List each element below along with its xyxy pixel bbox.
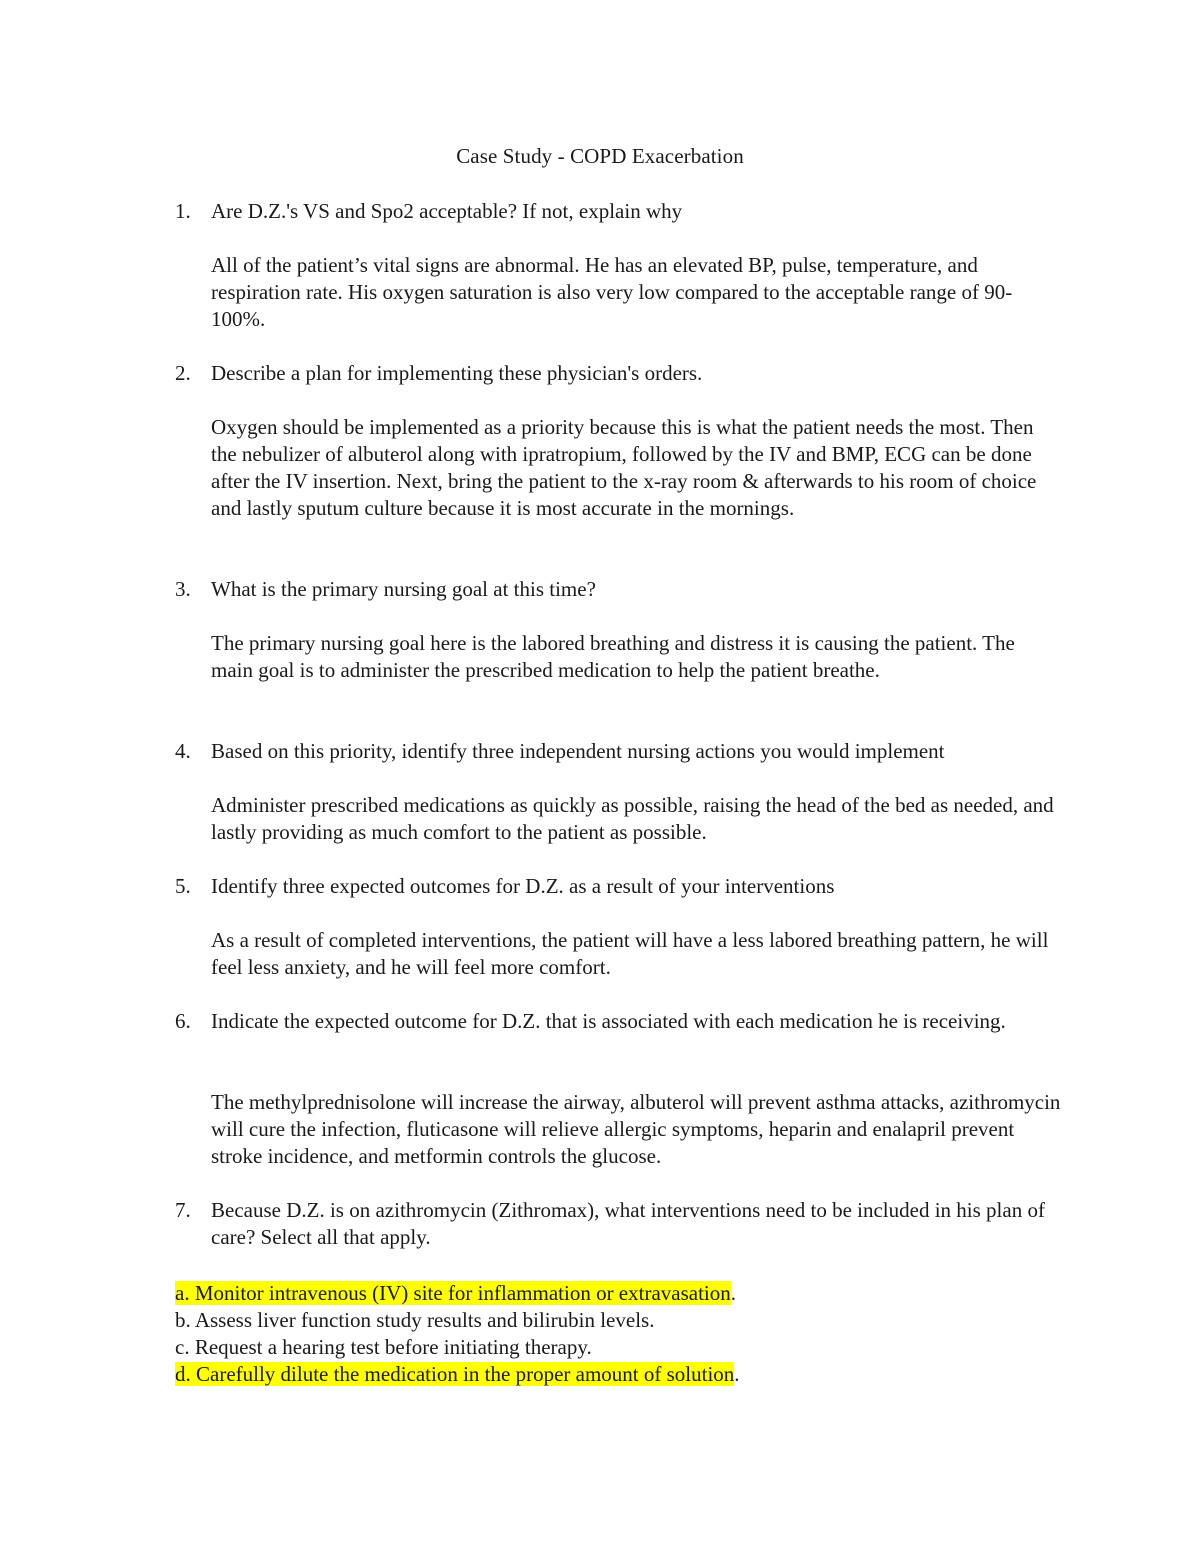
option-text: d. Carefully dilute the medication in the proper amount of solution [175,1362,735,1386]
option-suffix: . [730,1281,737,1305]
answer-options [175,1280,1075,1388]
answer-text: The methylprednisolone will increase the airway, albuterol will prevent asthma attacks, azithromycin will cure the infection, fluticasone will relieve allergic symptoms, heparin and enalapril prevent stroke incidence, and metformin controls the glucose. [211,1090,1061,1168]
question-text: What is the primary nursing goal at this time? [211,577,596,601]
answer-text: Oxygen should be implemented as a priority because this is what the patient needs the most. Then the nebulizer of albuterol along with ipratropium, followed by the IV and BMP, ECG can be done after the IV insertion. Next, bring the patient to the x-ray room & afterwards to his room of choice and lastly sputum culture because it is most accurate in the mornings. [211,415,1037,520]
option-suffix: . [734,1362,740,1386]
question-text: Indicate the expected outcome for D.Z. that is associated with each medication he is receiving. [211,1009,1006,1033]
answer-text: Administer prescribed medications as quickly as possible, raising the head of the bed as needed, and lastly providing as much comfort to the patient as possible. [211,793,1054,844]
document-title: Case Study - COPD Exacerbation [456,144,744,168]
question-text: Identify three expected outcomes for D.Z. as a result of your interventions [211,874,835,898]
question-number: 4. [175,739,191,763]
option-a [175,1280,1075,1307]
question-number: 5. [175,874,191,898]
option-d [175,1361,1075,1388]
question-number: 7. [175,1198,191,1222]
answer-text: The primary nursing goal here is the labored breathing and distress it is causing the patient. The main goal is to administer the prescribed medication to help the patient breathe. [211,631,1015,682]
question-number: 1. [175,199,191,223]
question-number: 6. [175,1009,191,1033]
option-c [175,1334,1075,1361]
question-text: Based on this priority, identify three independent nursing actions you would implement [211,739,945,763]
option-text: b. Assess liver function study results and bilirubin levels. [175,1308,655,1332]
option-text: a. Monitor intravenous (IV) site for inflammation or extravasation [175,1281,731,1305]
answer-text: As a result of completed interventions, the patient will have a less labored breathing pattern, he will feel less anxiety, and he will feel more comfort. [211,928,1049,979]
question-text: Because D.Z. is on azithromycin (Zithromax), what interventions need to be included in his plan of care? Select all that apply. [211,1198,1045,1249]
option-text: c. Request a hearing test before initiating therapy. [175,1335,592,1359]
option-b [175,1307,1075,1334]
answer-text: All of the patient’s vital signs are abnormal. He has an elevated BP, pulse, temperature, and respiration rate. His oxygen saturation is also very low compared to the acceptable range of 90-100%. [211,253,1013,331]
question-text: Describe a plan for implementing these physician's orders. [211,361,703,385]
question-text: Are D.Z.'s VS and Spo2 acceptable? If not, explain why [211,199,683,223]
question-number: 2. [175,361,191,385]
question-number: 3. [175,577,191,601]
